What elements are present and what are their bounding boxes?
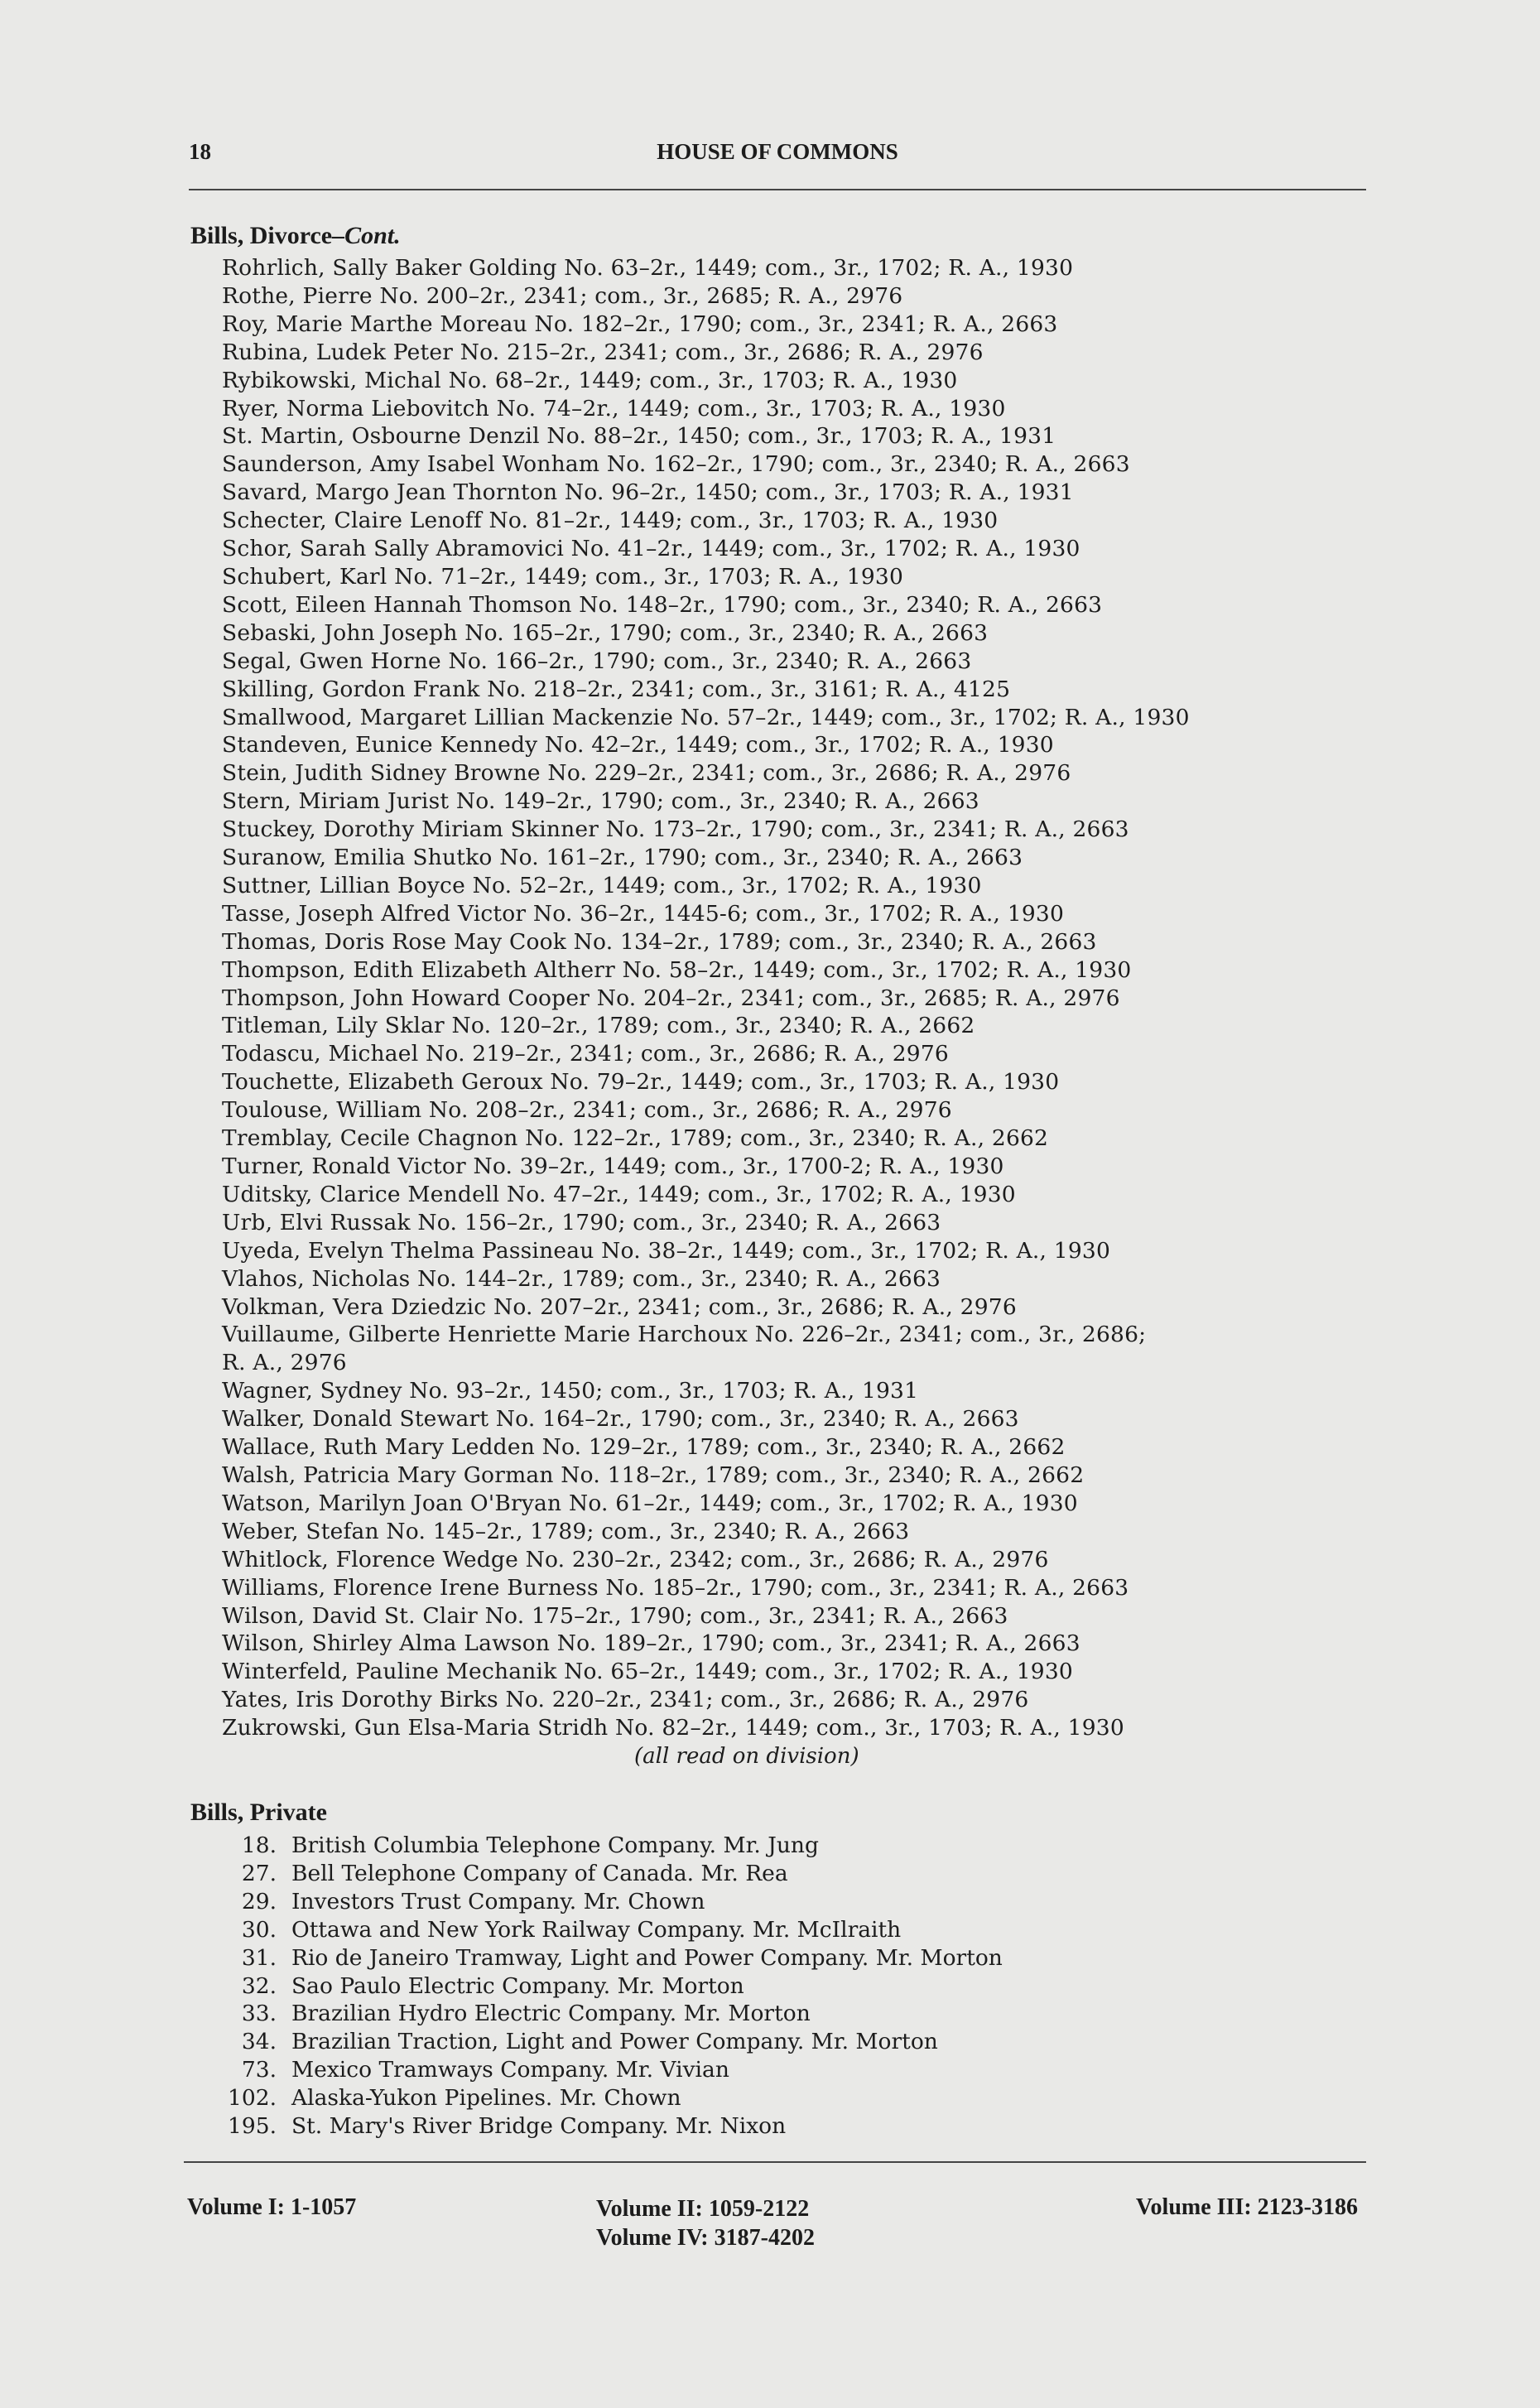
volume-index-footer: [187, 2194, 1369, 2261]
divorce-bill-entry: Ryer, Norma Liebovitch No. 74–2r., 1449; com., 3r., 1703; R. A., 1930: [222, 395, 1006, 421]
private-bill-text: Brazilian Traction, Light and Power Company. Mr. Morton: [291, 2029, 938, 2055]
volume-2-4-block: [596, 2194, 815, 2252]
private-bill-number: 18.: [241, 1832, 277, 1858]
private-bill-text: Investors Trust Company. Mr. Chown: [291, 1888, 705, 1914]
divorce-bill-entry: Titleman, Lily Sklar No. 120–2r., 1789; com., 3r., 2340; R. A., 2662: [222, 1013, 975, 1039]
private-bill-item: [189, 1916, 1348, 1944]
private-bill-item: [189, 1972, 1348, 2001]
divorce-bill-entry: Stein, Judith Sidney Browne No. 229–2r., 2341; com., 3r., 2686; R. A., 2976: [222, 760, 1071, 787]
divorce-bill-entry: Urb, Elvi Russak No. 156–2r., 1790; com., 3r., 2340; R. A., 2663: [222, 1209, 941, 1235]
divorce-bill-entry: Standeven, Eunice Kennedy No. 42–2r., 1449; com., 3r., 1702; R. A., 1930: [222, 732, 1054, 759]
divorce-bill-entry: Saunderson, Amy Isabel Wonham No. 162–2r., 1790; com., 3r., 2340; R. A., 2663: [222, 451, 1130, 478]
divorce-bill-entry: Suranow, Emilia Shutko No. 161–2r., 1790; com., 3r., 2340; R. A., 2663: [222, 845, 1023, 871]
private-bill-text: Mexico Tramways Company. Mr. Vivian: [291, 2057, 729, 2083]
volume-2-range: Volume II: 1059-2122: [596, 2196, 810, 2222]
page-number: 18: [189, 139, 211, 164]
divorce-bill-entry: Uyeda, Evelyn Thelma Passineau No. 38–2r., 1449; com., 3r., 1702; R. A., 1930: [222, 1237, 1111, 1264]
divorce-bill-entry: Watson, Marilyn Joan O'Bryan No. 61–2r., 1449; com., 3r., 1702; R. A., 1930: [222, 1490, 1078, 1516]
divorce-bill-entry: Roy, Marie Marthe Moreau No. 182–2r., 1790; com., 3r., 2341; R. A., 2663: [222, 311, 1058, 337]
divorce-bill-entry: Walsh, Patricia Mary Gorman No. 118–2r., 1789; com., 3r., 2340; R. A., 2662: [222, 1462, 1085, 1488]
division-note: (all read on division): [634, 1744, 859, 1770]
divorce-bill-entry: Zukrowski, Gun Elsa-Maria Stridh No. 82–2r., 1449; com., 3r., 1703; R. A., 1930: [222, 1715, 1124, 1741]
footer-rule: [184, 2161, 1366, 2163]
divorce-bill-entry: Stern, Miriam Jurist No. 149–2r., 1790; com., 3r., 2340; R. A., 2663: [222, 788, 979, 815]
divorce-bill-entry: Tremblay, Cecile Chagnon No. 122–2r., 1789; com., 3r., 2340; R. A., 2662: [222, 1125, 1049, 1152]
private-bill-text: St. Mary's River Bridge Company. Mr. Nixon: [291, 2113, 787, 2140]
private-bill-text: Brazilian Hydro Electric Company. Mr. Morton: [291, 2001, 811, 2027]
private-bill-text: Alaska-Yukon Pipelines. Mr. Chown: [291, 2085, 681, 2112]
private-bill-number: 29.: [241, 1888, 277, 1914]
private-bill-number: 102.: [227, 2085, 277, 2112]
private-bill-number: 33.: [241, 2001, 277, 2027]
divorce-bill-entry: Schor, Sarah Sally Abramovici No. 41–2r., 1449; com., 3r., 1702; R. A., 1930: [222, 536, 1080, 562]
volume-4-range: Volume IV: 3187-4202: [596, 2225, 815, 2251]
page-header: [189, 139, 1366, 172]
divorce-section-heading: [190, 222, 401, 250]
divorce-bill-entry: Volkman, Vera Dziedzic No. 207–2r., 2341; com., 3r., 2686; R. A., 2976: [222, 1293, 1017, 1320]
private-bill-item: [189, 2056, 1348, 2084]
private-bill-text: British Columbia Telephone Company. Mr. Jung: [291, 1832, 819, 1858]
divorce-bill-entry: Tasse, Joseph Alfred Victor No. 36–2r., 1445-6; com., 3r., 1702; R. A., 1930: [222, 900, 1065, 927]
private-bill-text: Rio de Janeiro Tramway, Light and Power Company. Mr. Morton: [291, 1944, 1003, 1971]
divorce-bill-entry: Yates, Iris Dorothy Birks No. 220–2r., 2341; com., 3r., 2686; R. A., 2976: [222, 1687, 1029, 1713]
divorce-bill-entry: Vuillaume, Gilberte Henriette Marie Harchoux No. 226–2r., 2341; com., 3r., 2686;: [222, 1322, 1147, 1348]
divorce-bill-entry: Wagner, Sydney No. 93–2r., 1450; com., 3r., 1703; R. A., 1931: [222, 1378, 919, 1404]
divorce-bill-entry: Rothe, Pierre No. 200–2r., 2341; com., 3r., 2685; R. A., 2976: [222, 282, 903, 309]
private-bill-item: [189, 2000, 1348, 2028]
divorce-bill-entry: Stuckey, Dorothy Miriam Skinner No. 173–2r., 1790; com., 3r., 2341; R. A., 2663: [222, 816, 1129, 843]
divorce-heading-cont: –Cont.: [332, 222, 401, 249]
private-bill-item: [189, 1860, 1348, 1888]
divorce-bill-entry: Uditsky, Clarice Mendell No. 47–2r., 1449; com., 3r., 1702; R. A., 1930: [222, 1181, 1016, 1207]
divorce-bill-entry: Scott, Eileen Hannah Thomson No. 148–2r., 1790; com., 3r., 2340; R. A., 2663: [222, 591, 1103, 618]
private-bill-item: [189, 2084, 1348, 2112]
private-bill-text: Bell Telephone Company of Canada. Mr. Rea: [291, 1860, 788, 1886]
divorce-bill-entry: Wilson, Shirley Alma Lawson No. 189–2r., 1790; com., 3r., 2341; R. A., 2663: [222, 1630, 1080, 1657]
divorce-bill-entry: Schubert, Karl No. 71–2r., 1449; com., 3r., 1703; R. A., 1930: [222, 563, 903, 590]
volume-3-range: Volume III: 2123-3186: [1135, 2194, 1358, 2220]
divorce-bill-list: [222, 254, 1381, 1770]
private-bill-number: 30.: [241, 1916, 277, 1943]
divorce-bill-entry: Smallwood, Margaret Lillian Mackenzie No. 57–2r., 1449; com., 3r., 1702; R. A., 1930: [222, 704, 1190, 730]
divorce-bill-entry: St. Martin, Osbourne Denzil No. 88–2r., 1450; com., 3r., 1703; R. A., 1931: [222, 423, 1056, 450]
header-rule: [189, 189, 1366, 190]
private-bill-text: Ottawa and New York Railway Company. Mr. McIlraith: [291, 1916, 902, 1943]
divorce-bill-entry: Weber, Stefan No. 145–2r., 1789; com., 3r., 2340; R. A., 2663: [222, 1518, 910, 1544]
private-bill-number: 73.: [241, 2057, 277, 2083]
private-bill-text: Sao Paulo Electric Company. Mr. Morton: [291, 1972, 744, 1999]
private-bill-number: 34.: [241, 2029, 277, 2055]
volume-1-range: Volume I: 1-1057: [187, 2194, 357, 2220]
divorce-bill-entry: Thomas, Doris Rose May Cook No. 134–2r., 1789; com., 3r., 2340; R. A., 2663: [222, 928, 1097, 955]
private-bill-item: [189, 1832, 1348, 1860]
divorce-bill-entry: Segal, Gwen Horne No. 166–2r., 1790; com., 3r., 2340; R. A., 2663: [222, 648, 972, 674]
divorce-bill-entry: R. A., 2976: [222, 1350, 347, 1376]
divorce-bill-entry: Savard, Margo Jean Thornton No. 96–2r., 1450; com., 3r., 1703; R. A., 1931: [222, 479, 1074, 506]
private-bill-item: [189, 2112, 1348, 2141]
divorce-bill-entry: Vlahos, Nicholas No. 144–2r., 1789; com., 3r., 2340; R. A., 2663: [222, 1265, 941, 1292]
private-bill-number: 31.: [241, 1944, 277, 1971]
divorce-bill-entry: Wallace, Ruth Mary Ledden No. 129–2r., 1789; com., 3r., 2340; R. A., 2662: [222, 1434, 1066, 1461]
divorce-bill-entry: Thompson, John Howard Cooper No. 204–2r., 2341; com., 3r., 2685; R. A., 2976: [222, 985, 1120, 1011]
divorce-bill-entry: Skilling, Gordon Frank No. 218–2r., 2341; com., 3r., 3161; R. A., 4125: [222, 676, 1011, 702]
divorce-bill-entry: Williams, Florence Irene Burness No. 185–2r., 1790; com., 3r., 2341; R. A., 2663: [222, 1574, 1129, 1601]
private-bill-number: 195.: [227, 2113, 277, 2140]
private-bill-list: [189, 1832, 1348, 2141]
private-bill-item: [189, 1888, 1348, 1916]
divorce-heading-text: Bills, Divorce: [190, 222, 333, 249]
divorce-bill-entry: Whitlock, Florence Wedge No. 230–2r., 2342; com., 3r., 2686; R. A., 2976: [222, 1546, 1049, 1572]
divorce-bill-entry: Sebaski, John Joseph No. 165–2r., 1790; com., 3r., 2340; R. A., 2663: [222, 619, 989, 646]
divorce-bill-entry: Rubina, Ludek Peter No. 215–2r., 2341; com., 3r., 2686; R. A., 2976: [222, 339, 984, 365]
divorce-bill-entry: Schecter, Claire Lenoff No. 81–2r., 1449; com., 3r., 1703; R. A., 1930: [222, 508, 999, 534]
private-bill-item: [189, 2028, 1348, 2056]
divorce-bill-entry: Toulouse, William No. 208–2r., 2341; com., 3r., 2686; R. A., 2976: [222, 1097, 952, 1124]
divorce-bill-entry: Walker, Donald Stewart No. 164–2r., 1790; com., 3r., 2340; R. A., 2663: [222, 1406, 1019, 1433]
divorce-bill-entry: Wilson, David St. Clair No. 175–2r., 1790; com., 3r., 2341; R. A., 2663: [222, 1602, 1008, 1629]
page-title: HOUSE OF COMMONS: [657, 139, 898, 164]
divorce-bill-entry: Rybikowski, Michal No. 68–2r., 1449; com., 3r., 1703; R. A., 1930: [222, 367, 958, 393]
private-bill-number: 27.: [241, 1860, 277, 1886]
divorce-bill-entry: Touchette, Elizabeth Geroux No. 79–2r., 1449; com., 3r., 1703; R. A., 1930: [222, 1069, 1060, 1096]
private-bill-item: [189, 1944, 1348, 1972]
divorce-bill-entry: Rohrlich, Sally Baker Golding No. 63–2r., 1449; com., 3r., 1702; R. A., 1930: [222, 255, 1074, 281]
divorce-bill-entry: Thompson, Edith Elizabeth Altherr No. 58–2r., 1449; com., 3r., 1702; R. A., 1930: [222, 956, 1132, 983]
private-section-heading: Bills, Private: [190, 1799, 327, 1826]
divorce-bill-entry: Suttner, Lillian Boyce No. 52–2r., 1449; com., 3r., 1702; R. A., 1930: [222, 872, 982, 898]
private-bill-number: 32.: [241, 1972, 277, 1999]
divorce-bill-entry: Winterfeld, Pauline Mechanik No. 65–2r., 1449; com., 3r., 1702; R. A., 1930: [222, 1659, 1073, 1685]
divorce-bill-entry: Turner, Ronald Victor No. 39–2r., 1449; com., 3r., 1700-2; R. A., 1930: [222, 1153, 1004, 1179]
divorce-bill-entry: Todascu, Michael No. 219–2r., 2341; com., 3r., 2686; R. A., 2976: [222, 1041, 949, 1067]
